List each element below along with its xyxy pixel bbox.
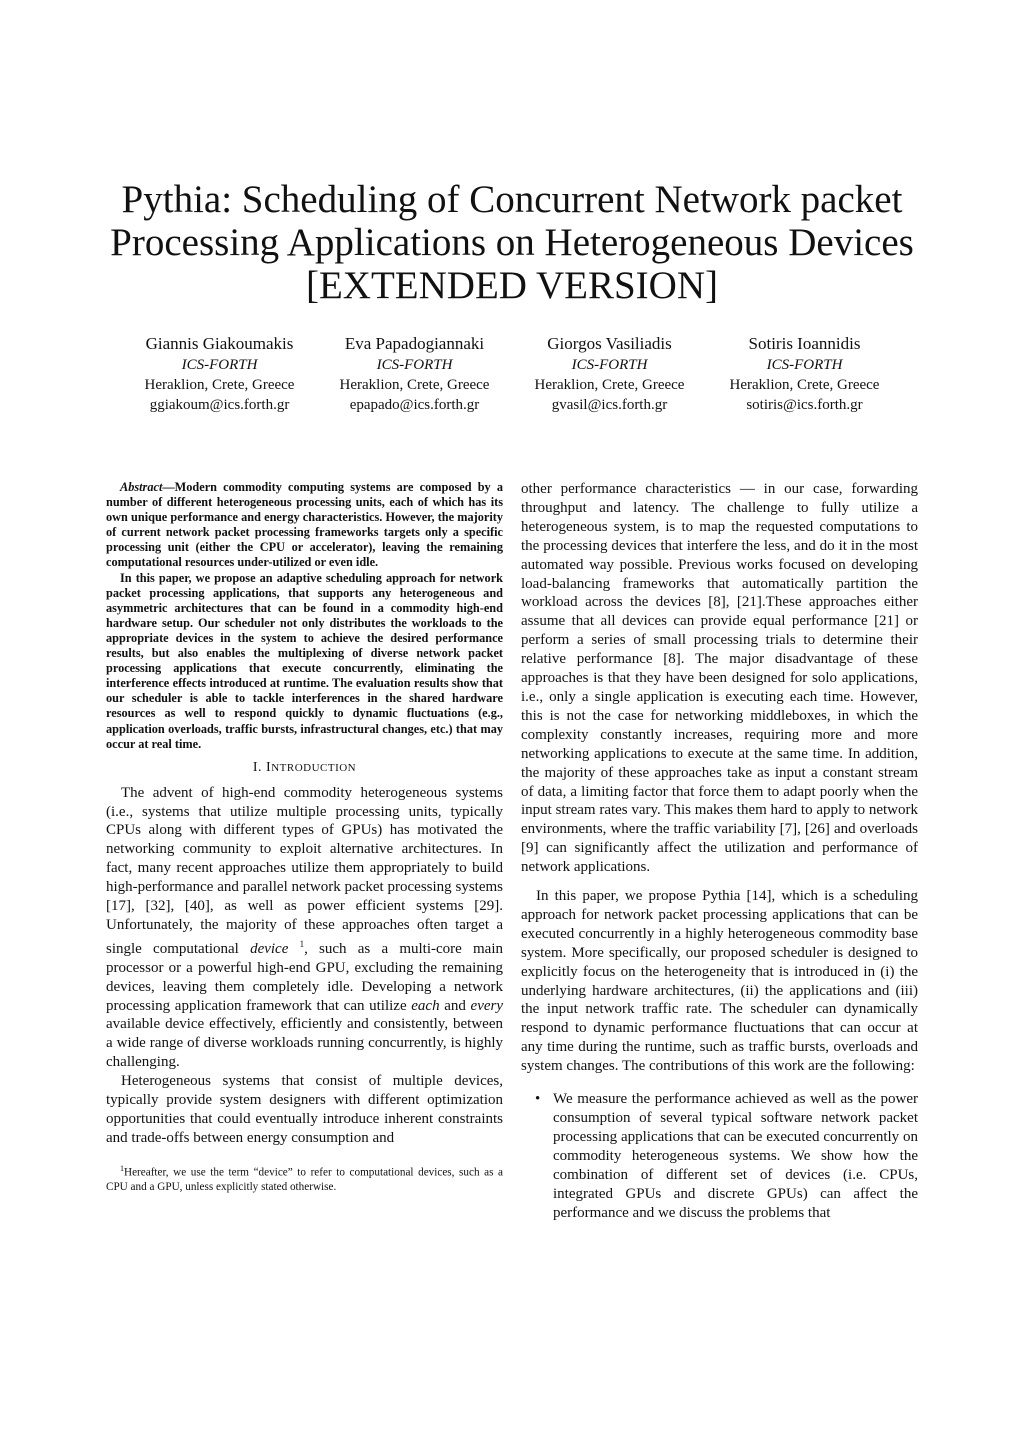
device-emphasis: device (250, 940, 289, 957)
title-line-2: Processing Applications on Heterogeneous Devices (110, 221, 914, 264)
title-line-1: Pythia: Scheduling of Concurrent Network packet (121, 178, 903, 221)
author-name: Giorgos Vasiliadis (547, 334, 672, 353)
author-1 (122, 333, 317, 415)
section-number: I. (252, 759, 263, 775)
contribution-item (535, 1090, 918, 1222)
abstract-paragraph-2: In this paper, we propose an adaptive scheduling approach for network packet processing applications, that supports any heterogeneous and asymmetric architectures that can be found in a commodity high-end hardware setup. Our scheduler not only distributes the workloads to the appropriate devices in the system to achieve the desired performance results, but also enables the multiplexing of diverse network packet processing applications that execute concurrently, eliminating the interference effects introduced at runtime. The evaluation results show that our scheduler is able to tackle interferences in the shared hardware resources as well to respond quickly to dynamic fluctuations (e.g., application overloads, traffic bursts, infrastructural changes, etc.) that may occur at real time. (106, 570, 503, 751)
intro-p1-text-c: available device effectively, efficiently and consistently, between a wide range of diverse workloads running concurrently, is highly challenging. (106, 1016, 503, 1071)
author-email: ggiakoum@ics.forth.gr (149, 397, 290, 413)
intro-p1-text-a: The advent of high-end commodity heterogeneous systems (i.e., systems that utilize multiple processing units, typically CPUs along with different types of GPUs) has motivated the networking community to exploit alternative architectures. In fact, many recent approaches utilize them appropriately to build high-performance and parallel network packet processing systems [17], [32], [40], as well as power efficient systems [29]. Unfortunately, the majority of these approaches often target a single computational (106, 784, 503, 957)
contribution-text: We measure the performance achieved as well as the power consumption of several typical software network packet processing applications that can be executed concurrently on commodity heterogeneous systems. We show how the combination of different set of devices (i.e. CPUs, integrated GPUs and discrete GPUs) can affect the performance and we discuss the problems that (553, 1091, 918, 1221)
every-emphasis: every (470, 997, 503, 1014)
abstract-paragraph-1 (106, 480, 503, 571)
abstract-text-1: —Modern commodity computing systems are composed by a number of different heterogeneous processing units, each of which has its own unique performance and energy characteristics. However, the majority of current network packet processing frameworks targets only a specific processing unit (either the CPU or accelerator), leaving the remaining computational resources under-utilized or even idle. (106, 480, 503, 570)
section-heading-introduction (106, 759, 503, 778)
paper-title (60, 178, 964, 307)
footnote-text: Hereafter, we use the term “device” to refer to computational devices, such as a CPU and a GPU, unless explicitly stated otherwise. (106, 1166, 503, 1193)
author-location: Heraklion, Crete, Greece (534, 377, 685, 393)
intro-paragraph-2: Heterogeneous systems that consist of multiple devices, typically provide system designers with different optimization opportunities that could eventually introduce inherent constraints and trade-offs between energy consumption and (106, 1073, 503, 1146)
contributions-list (521, 1090, 918, 1222)
intro-p1-text-b: , such as a multi-core main processor or a powerful high-end GPU, excluding the remaining devices, leaving them completely idle. Developing a network processing application framework that can utilize (106, 940, 504, 1014)
author-block (122, 333, 902, 415)
intro-p1-and: and (439, 997, 471, 1014)
author-affiliation: ICS-FORTH (766, 357, 843, 373)
author-affiliation: ICS-FORTH (376, 357, 453, 373)
author-email: sotiris@ics.forth.gr (746, 397, 863, 413)
title-line-3: [EXTENDED VERSION] (306, 264, 718, 307)
footnote-marker: 1 (299, 938, 305, 949)
author-2 (317, 333, 512, 415)
author-location: Heraklion, Crete, Greece (144, 377, 295, 393)
author-3 (512, 333, 707, 415)
author-email: gvasil@ics.forth.gr (551, 397, 668, 413)
author-location: Heraklion, Crete, Greece (729, 377, 880, 393)
author-4 (707, 333, 902, 415)
footnote-1 (106, 1162, 503, 1194)
author-name: Giannis Giakoumakis (145, 334, 294, 353)
right-column (521, 480, 918, 1222)
author-email: epapado@ics.forth.gr (349, 397, 480, 413)
intro-paragraph-3: In this paper, we propose Pythia [14], which is a scheduling approach for network packet processing applications that can be executed concurrently in a highly heterogeneous commodity base system. More specifically, our proposed scheduler is designed to explicitly focus on the heterogeneity that is introduced in (i) the underlying hardware architectures, (ii) the applications and (iii) the input network traffic rate. The scheduler can dynamically respond to dynamic performance fluctuations that can occur at any time during the runtime, such as traffic bursts, overloads and system changes. The contributions of this work are the following: (521, 888, 918, 1075)
intro-paragraph-2-continued: other performance characteristics — in our case, forwarding throughput and latency. The challenge to fully utilize a heterogeneous system, is to map the requested computations to the processing devices that interfere the less, and do it in the most automated way possible. Previous works focused on developing load-balancing frameworks that automatically partition the workload across the devices [8], [21].These approaches either assume that all devices can provide equal performance [21] or perform a series of small processing trials to determine their relative performance [8]. The major disadvantage of these approaches is that they have been designed for solo applications, i.e., only a single application is executing each time. However, this is not the case for networking middleboxes, in which the complexity constantly increases, requiring more and more networking applications to execute at the same time. In addition, the majority of these approaches take as input a constant stream of data, a limiting factor that force them to adapt poorly when the input stream rates vary. This makes them hard to apply to network environments, where the traffic variability [7], [26] and overloads [9] can significantly affect the utilization and performance of network applications. (521, 481, 918, 876)
each-emphasis: each (411, 997, 440, 1014)
left-column (106, 480, 503, 1194)
bullet-icon: • (535, 1091, 541, 1108)
footnote-number: 1 (120, 1163, 124, 1173)
author-affiliation: ICS-FORTH (571, 357, 648, 373)
abstract-lead: Abstract (120, 480, 163, 494)
author-location: Heraklion, Crete, Greece (339, 377, 490, 393)
author-affiliation: ICS-FORTH (181, 357, 258, 373)
section-initial: I (266, 759, 272, 775)
abstract (106, 480, 503, 752)
author-name: Sotiris Ioannidis (748, 334, 861, 353)
author-name: Eva Papadogiannaki (344, 334, 485, 353)
intro-paragraph-1 (106, 784, 503, 1073)
section-title-rest: NTRODUCTION (271, 761, 357, 774)
